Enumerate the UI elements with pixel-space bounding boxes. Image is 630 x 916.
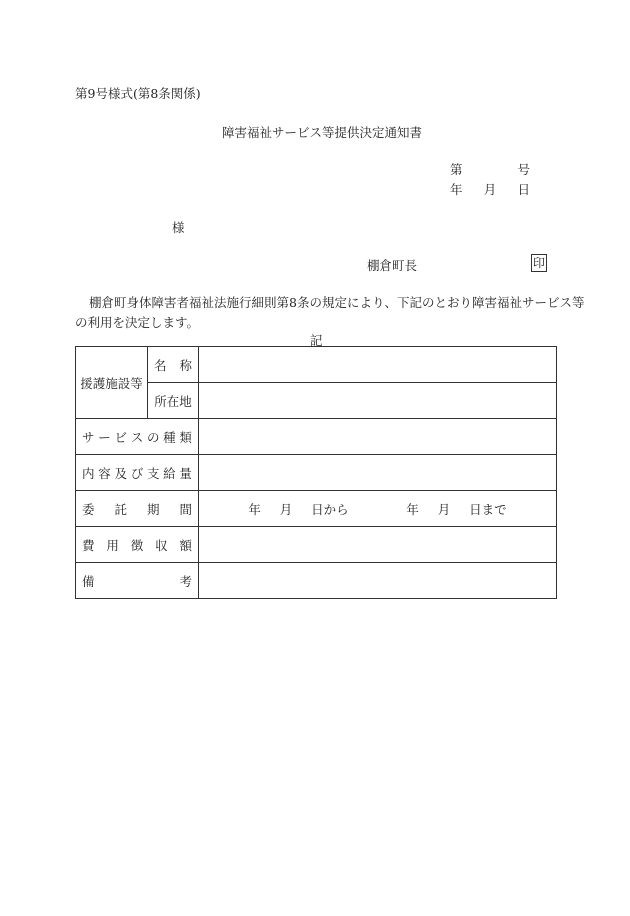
seal-mark: 印	[532, 256, 545, 270]
note-mark: 記	[310, 333, 323, 348]
name-label: 名 称	[148, 347, 199, 383]
decision-table	[75, 346, 557, 599]
facility-location-value	[199, 383, 557, 419]
table-row	[76, 491, 557, 527]
service-type-value	[199, 419, 557, 455]
table-row	[76, 527, 557, 563]
table-row	[76, 419, 557, 455]
facility-group-label: 援護施設等	[76, 347, 148, 419]
issuer-title: 棚倉町長	[367, 258, 418, 273]
content-amount-value	[199, 455, 557, 491]
table-row	[76, 383, 557, 419]
table-row	[76, 347, 557, 383]
document-title: 障害福祉サービス等提供決定通知書	[222, 125, 423, 140]
remarks-value	[199, 563, 557, 599]
period-value: 年 月 日から 年 月 日まで	[199, 491, 557, 527]
form-number: 第9号様式(第8条関係)	[75, 86, 201, 101]
table-row	[76, 455, 557, 491]
content-amount-label: 内 容 及 び 支 給 量	[76, 455, 199, 491]
facility-name-value	[199, 347, 557, 383]
period-label: 委 託 期 間	[76, 491, 199, 527]
body-text-line-1: 棚倉町身体障害者福祉法施行細則第8条の規定により、下記のとおり障害福祉サービス等	[89, 295, 585, 310]
reference-number: 第 号	[450, 162, 530, 177]
location-label: 所在地	[148, 383, 199, 419]
fee-value	[199, 527, 557, 563]
service-type-label: サ ー ビ ス の 種 類	[76, 419, 199, 455]
body-text-line-2: の利用を決定します。	[75, 315, 200, 330]
fee-label: 費 用 徴 収 額	[76, 527, 199, 563]
remarks-label: 備 考	[76, 563, 199, 599]
issue-date: 年 月 日	[450, 182, 530, 197]
addressee-honorific: 様	[172, 220, 185, 235]
table-row	[76, 563, 557, 599]
